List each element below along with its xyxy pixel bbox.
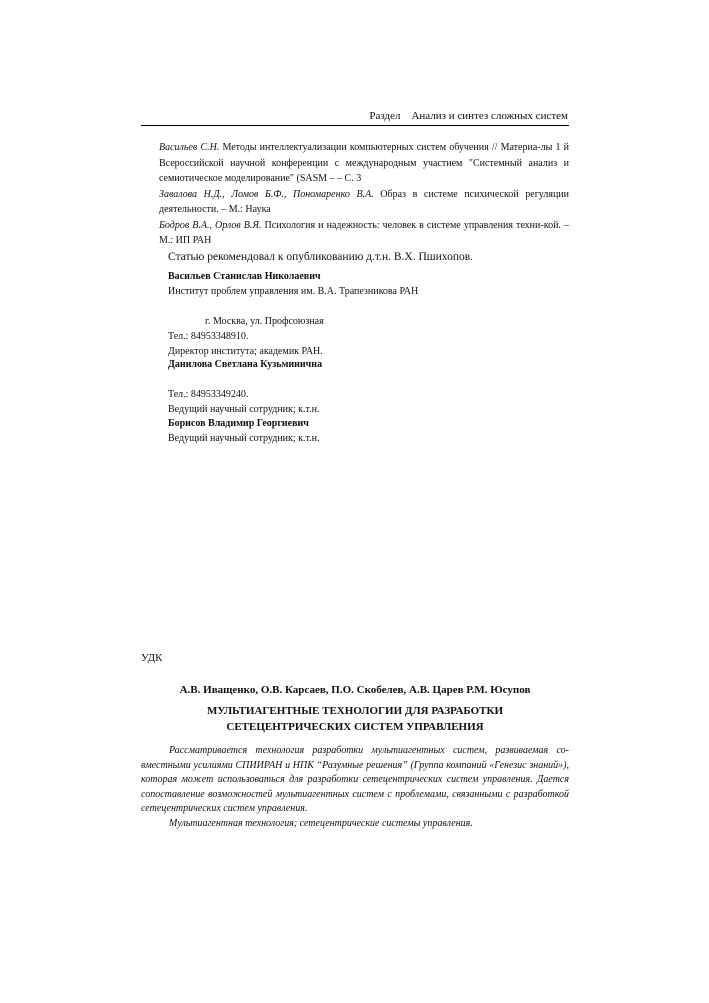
running-header <box>369 110 568 122</box>
abstract <box>141 744 569 831</box>
author-info-block <box>168 357 568 417</box>
author-name: Васильев Станислав Николаевич <box>168 271 321 282</box>
author-line <box>168 372 568 387</box>
article-authors: А.В. Иващенко, О.В. Карсаев, П.О. Скобелев, А.В. Царев Р.М. Юсупов <box>179 684 531 696</box>
author-line: г. Москва, ул. Профсоюзная <box>205 316 324 327</box>
author-line <box>168 299 568 314</box>
author-line: Тел.: 84953349240. <box>168 389 249 400</box>
article-title <box>141 703 569 735</box>
abstract-text: Рассматривается технология разработки мультиагентных систем, развиваемая со-вместными усилиями СПИИРАН и НПК “Разумные решения” (Группа компаний «Генезис знаний»), которая может использоваться для разработки сетецентрических систем управления. Дается сопоставление возможностей мультиагентных систем с проблемами, связанными с разработкой сетецентрических систем управления. <box>141 745 569 814</box>
reference-item: Васильев С.Н. Методы интеллектуализации компьютерных систем обучения // Материа-лы 1 й Всероссийской научной конференции с международным участием "Системный анализ и семиотическое моделирование" (SASM – – С. 3 <box>159 142 569 184</box>
header-rule <box>141 125 569 126</box>
title-line: МУЛЬТИАГЕНТНЫЕ ТЕХНОЛОГИИ ДЛЯ РАЗРАБОТКИ <box>206 705 504 717</box>
author-info-block <box>168 269 568 359</box>
author-line: Институт проблем управления им. В.А. Трапезникова РАН <box>168 286 419 297</box>
title-line: СЕТЕЦЕНТРИЧЕСКИХ СИСТЕМ УПРАВЛЕНИЯ <box>226 721 484 733</box>
author-line: Тел.: 84953348910. <box>168 331 249 342</box>
author-name: Борисов Владимир Георгиевич <box>168 418 309 429</box>
recommendation-note: Статью рекомендовал к опубликованию д.т.н. В.Х. Пшихопов. <box>168 251 474 263</box>
reference-list <box>159 140 569 249</box>
section-title: Анализ и синтез сложных систем <box>411 110 568 122</box>
author-info-block <box>168 416 568 446</box>
reference-item: Завалова Н.Д., Ломов Б.Ф., Пономаренко В.А. Образ в системе психической регуляции деятельности. – М.: Наука <box>159 188 569 215</box>
author-line: Ведущий научный сотрудник; к.т.н. <box>168 404 320 415</box>
author-line: Ведущий научный сотрудник; к.т.н. <box>168 433 320 444</box>
author-line: Директор института; академик РАН. <box>168 346 323 357</box>
author-name: Данилова Светлана Кузьминична <box>168 359 323 370</box>
section-label: Раздел <box>369 110 401 122</box>
reference-item: Бодров В.А., Орлов В.Я. Психология и надежность: человек в системе управления техни-кой. – М.: ИП РАН <box>159 219 569 246</box>
keywords: Мультиагентная технология; сетецентрические системы управления. <box>169 817 473 829</box>
udk-label: УДК <box>141 652 163 664</box>
